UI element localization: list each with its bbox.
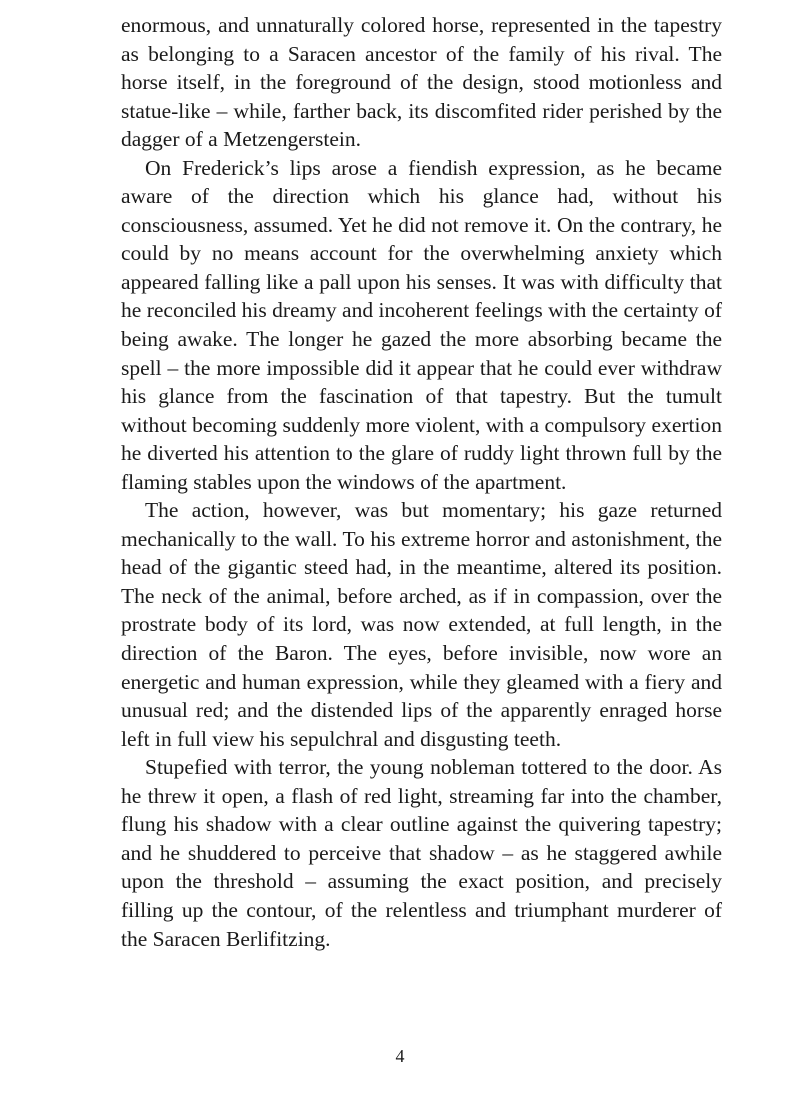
paragraph-3: The action, however, was but momentary; his gaze returned mechanically to the wall. To his extreme horror and astonishment, the head of the gigantic steed had, in the meantime, altered its position. The neck of the animal, before arched, as if in compassion, over the prostrate body of its lord, was now extended, at full length, in the direction of the Baron. The eyes, before invisible, now wore an energetic and human expression, while they gleamed with a fiery and unusual red; and the distended lips of the apparently enraged horse left in full view his sepulchral and disgusting teeth. — [121, 498, 722, 751]
body-text — [121, 11, 722, 953]
paragraph-2: On Frederick’s lips arose a fiendish expression, as he became aware of the direction which his glance had, without his consciousness, assumed. Yet he did not remove it. On the contrary, he could by no means account for the overwhelming anxiety which appeared falling like a pall upon his senses. It was with difficulty that he reconciled his dreamy and incoherent feelings with the certainty of being awake. The longer he gazed the more absorbing became the spell – the more impossible did it appear that he could ever withdraw his glance from the fascination of that tapestry. But the tumult without becoming suddenly more violent, with a compulsory exertion he diverted his attention to the glare of ruddy light thrown full by the flaming stables upon the windows of the apartment. — [121, 155, 722, 494]
paragraph-1: enormous, and unnaturally colored horse, represented in the tapestry as belonging to a Saracen ancestor of the family of his rival. The horse itself, in the foreground of the design, stood motionless and statue-like – while, farther back, its discomfited rider perished by the dagger of a Metzengerstein. — [121, 13, 722, 152]
paragraph-4: Stupefied with terror, the young nobleman tottered to the door. As he threw it open, a flash of red light, streaming far into the chamber, flung his shadow with a clear outline against the quivering tapestry; and he shuddered to perceive that shadow – as he staggered awhile upon the threshold – assuming the exact position, and precisely filling up the contour, of the relentless and triumphant murderer of the Saracen Berlifitzing. — [121, 755, 722, 951]
page-number: 4 — [395, 1046, 405, 1066]
